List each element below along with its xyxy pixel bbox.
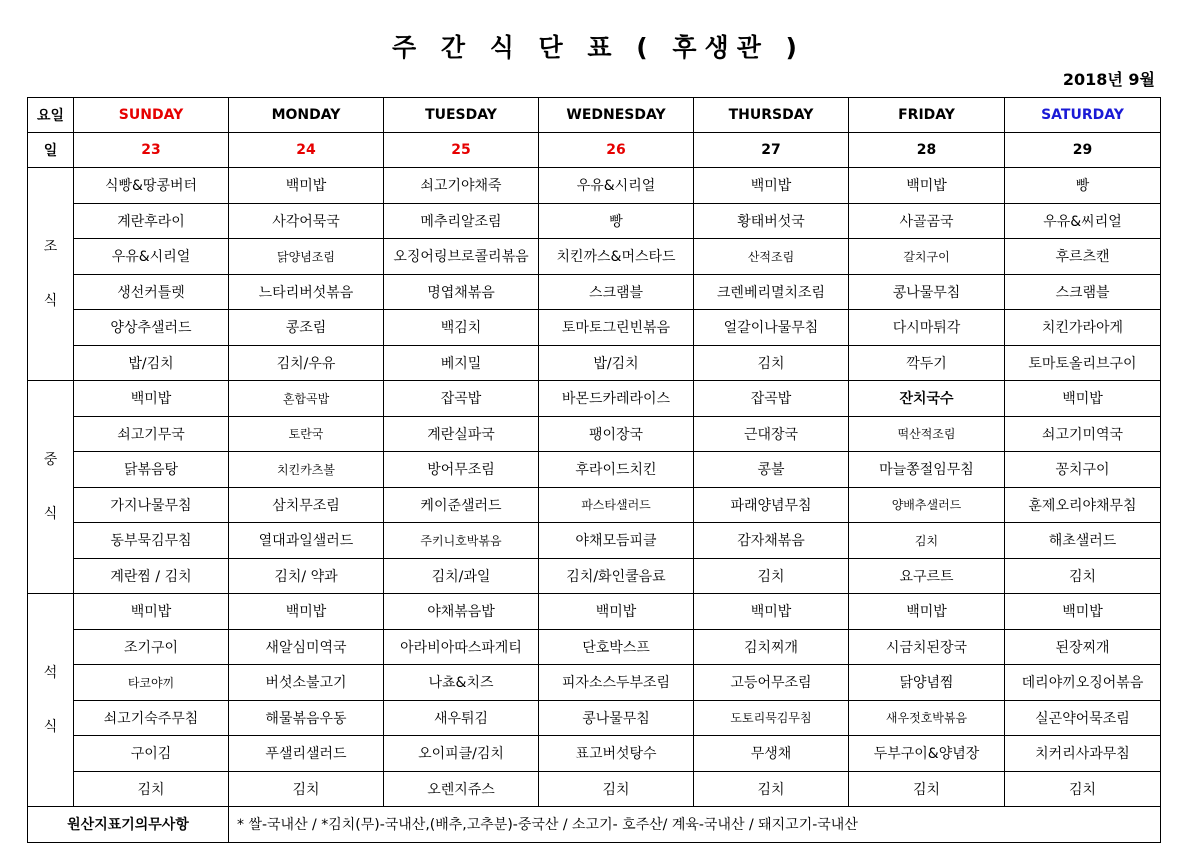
meal-label-char: 중 xyxy=(43,452,58,468)
date-cell: 25 xyxy=(384,133,539,168)
meal-label-char: 식 xyxy=(43,506,58,522)
menu-item: 계란후라이 xyxy=(74,203,229,239)
menu-item: 오이피클/김치 xyxy=(384,736,539,772)
menu-item: 팽이장국 xyxy=(539,416,694,452)
date-label: 일 xyxy=(28,133,74,168)
menu-row xyxy=(28,629,1161,665)
menu-item: 우유&씨리얼 xyxy=(1005,203,1161,239)
meal-label-char: 식 xyxy=(43,719,58,735)
meal-label-char: 조 xyxy=(43,239,58,255)
menu-item: 닭양념조림 xyxy=(229,239,384,275)
menu-item: 베지밀 xyxy=(384,345,539,381)
menu-item: 토마토올리브구이 xyxy=(1005,345,1161,381)
menu-item: 콩나물무침 xyxy=(849,274,1005,310)
page-title: 주 간 식 단 표 ( 후생관 ) xyxy=(392,33,805,62)
menu-item: 백김치 xyxy=(384,310,539,346)
weekday-header: MONDAY xyxy=(229,98,384,133)
menu-row xyxy=(28,274,1161,310)
menu-item: 실곤약어묵조림 xyxy=(1005,700,1161,736)
menu-row xyxy=(28,416,1161,452)
menu-item: 잡곡밥 xyxy=(694,381,849,417)
menu-item: 김치 xyxy=(539,771,694,807)
menu-period: 2018년 9월 xyxy=(1062,70,1155,89)
menu-item: 백미밥 xyxy=(539,594,694,630)
weekday-header: SATURDAY xyxy=(1005,98,1161,133)
menu-item: 얼갈이나물무침 xyxy=(694,310,849,346)
menu-item: 오렌지쥬스 xyxy=(384,771,539,807)
menu-item: 된장찌개 xyxy=(1005,629,1161,665)
weekday-label: 요일 xyxy=(28,98,74,133)
menu-row xyxy=(28,168,1161,204)
menu-item: 김치 xyxy=(849,771,1005,807)
menu-item: 무생채 xyxy=(694,736,849,772)
menu-item: 방어무조림 xyxy=(384,452,539,488)
menu-item: 버섯소불고기 xyxy=(229,665,384,701)
menu-row xyxy=(28,239,1161,275)
menu-item: 백미밥 xyxy=(694,168,849,204)
menu-item: 김치 xyxy=(849,523,1005,559)
menu-item: 식빵&땅콩버터 xyxy=(74,168,229,204)
menu-item: 토마토그린빈볶음 xyxy=(539,310,694,346)
menu-item: 마늘쫑절임무침 xyxy=(849,452,1005,488)
menu-item: 새우젓호박볶음 xyxy=(849,700,1005,736)
menu-item: 치킨까스&머스타드 xyxy=(539,239,694,275)
menu-item: 백미밥 xyxy=(74,381,229,417)
menu-row xyxy=(28,381,1161,417)
menu-item: 야채볶음밥 xyxy=(384,594,539,630)
meal-label xyxy=(28,168,74,381)
menu-item: 해초샐러드 xyxy=(1005,523,1161,559)
menu-item: 크렌베리멸치조림 xyxy=(694,274,849,310)
menu-item: 닭볶음탕 xyxy=(74,452,229,488)
date-cell: 27 xyxy=(694,133,849,168)
menu-item: 파래양념무침 xyxy=(694,487,849,523)
weekday-header: FRIDAY xyxy=(849,98,1005,133)
menu-item: 요구르트 xyxy=(849,558,1005,594)
origin-label: 원산지표기의무사항 xyxy=(28,807,229,843)
menu-item: 산적조림 xyxy=(694,239,849,275)
menu-item: 열대과일샐러드 xyxy=(229,523,384,559)
menu-item: 다시마튀각 xyxy=(849,310,1005,346)
menu-item: 바몬드카레라이스 xyxy=(539,381,694,417)
meal-label xyxy=(28,594,74,807)
menu-item: 두부구이&양념장 xyxy=(849,736,1005,772)
menu-item: 야채모듬피클 xyxy=(539,523,694,559)
menu-item: 갈치구이 xyxy=(849,239,1005,275)
date-cell: 28 xyxy=(849,133,1005,168)
menu-row xyxy=(28,594,1161,630)
menu-item: 빵 xyxy=(539,203,694,239)
menu-item: 푸샐리샐러드 xyxy=(229,736,384,772)
menu-item: 새알심미역국 xyxy=(229,629,384,665)
menu-item: 해물볶음우동 xyxy=(229,700,384,736)
menu-item: 후르츠캔 xyxy=(1005,239,1161,275)
menu-item: 김치 xyxy=(74,771,229,807)
menu-item: 김치 xyxy=(694,771,849,807)
header-row xyxy=(28,98,1161,133)
menu-item: 주키니호박볶음 xyxy=(384,523,539,559)
menu-item: 구이김 xyxy=(74,736,229,772)
menu-item: 치킨가라아게 xyxy=(1005,310,1161,346)
date-cell: 23 xyxy=(74,133,229,168)
date-cell: 29 xyxy=(1005,133,1161,168)
menu-item: 황태버섯국 xyxy=(694,203,849,239)
menu-item: 토란국 xyxy=(229,416,384,452)
menu-item: 김치/우유 xyxy=(229,345,384,381)
menu-item: 쇠고기미역국 xyxy=(1005,416,1161,452)
menu-item: 가지나물무침 xyxy=(74,487,229,523)
menu-item: 계란실파국 xyxy=(384,416,539,452)
menu-item: 후라이드치킨 xyxy=(539,452,694,488)
menu-item: 시금치된장국 xyxy=(849,629,1005,665)
menu-item: 쇠고기숙주무침 xyxy=(74,700,229,736)
menu-item: 백미밥 xyxy=(229,168,384,204)
menu-row xyxy=(28,345,1161,381)
menu-item: 타코야끼 xyxy=(74,665,229,701)
menu-row xyxy=(28,523,1161,559)
menu-item: 명엽채볶음 xyxy=(384,274,539,310)
menu-item: 파스타샐러드 xyxy=(539,487,694,523)
weekday-header: TUESDAY xyxy=(384,98,539,133)
meal-label-char: 식 xyxy=(43,293,58,309)
date-cell: 24 xyxy=(229,133,384,168)
menu-item: 양상추샐러드 xyxy=(74,310,229,346)
menu-item: 꽁치구이 xyxy=(1005,452,1161,488)
weekday-header: SUNDAY xyxy=(74,98,229,133)
menu-item: 깍두기 xyxy=(849,345,1005,381)
menu-item: 콩나물무침 xyxy=(539,700,694,736)
menu-row xyxy=(28,700,1161,736)
menu-item: 생선커틀렛 xyxy=(74,274,229,310)
menu-item: 메추리알조림 xyxy=(384,203,539,239)
meal-label xyxy=(28,381,74,594)
menu-row xyxy=(28,771,1161,807)
menu-item: 잡곡밥 xyxy=(384,381,539,417)
date-cell: 26 xyxy=(539,133,694,168)
menu-item: 표고버섯탕수 xyxy=(539,736,694,772)
menu-item: 백미밥 xyxy=(694,594,849,630)
menu-item: 백미밥 xyxy=(1005,594,1161,630)
menu-item: 잔치국수 xyxy=(849,381,1005,417)
menu-item: 김치찌개 xyxy=(694,629,849,665)
footer-row xyxy=(28,807,1161,843)
menu-item: 치커리사과무침 xyxy=(1005,736,1161,772)
menu-item: 스크램블 xyxy=(539,274,694,310)
menu-item: 김치/화인쿨음료 xyxy=(539,558,694,594)
menu-item: 닭양념찜 xyxy=(849,665,1005,701)
menu-item: 고등어무조림 xyxy=(694,665,849,701)
menu-item: 백미밥 xyxy=(74,594,229,630)
menu-item: 데리야끼오징어볶음 xyxy=(1005,665,1161,701)
menu-item: 김치 xyxy=(694,558,849,594)
menu-item: 김치/과일 xyxy=(384,558,539,594)
menu-row xyxy=(28,310,1161,346)
menu-row xyxy=(28,665,1161,701)
menu-row xyxy=(28,452,1161,488)
menu-item: 김치 xyxy=(229,771,384,807)
menu-item: 사골곰국 xyxy=(849,203,1005,239)
menu-item: 오징어링브로콜리볶음 xyxy=(384,239,539,275)
menu-item: 근대장국 xyxy=(694,416,849,452)
menu-item: 나쵸&치즈 xyxy=(384,665,539,701)
menu-item: 밥/김치 xyxy=(539,345,694,381)
weekday-header: THURSDAY xyxy=(694,98,849,133)
menu-row xyxy=(28,487,1161,523)
menu-item: 케이준샐러드 xyxy=(384,487,539,523)
menu-item: 백미밥 xyxy=(849,594,1005,630)
menu-item: 계란찜 / 김치 xyxy=(74,558,229,594)
menu-row xyxy=(28,558,1161,594)
menu-item: 김치 xyxy=(1005,771,1161,807)
menu-item: 조기구이 xyxy=(74,629,229,665)
meal-label-char: 석 xyxy=(43,665,58,681)
menu-item: 쇠고기야채죽 xyxy=(384,168,539,204)
menu-item: 도토리묵김무침 xyxy=(694,700,849,736)
menu-item: 우유&시리얼 xyxy=(74,239,229,275)
menu-item: 밥/김치 xyxy=(74,345,229,381)
menu-item: 훈제오리야채무침 xyxy=(1005,487,1161,523)
menu-item: 사각어묵국 xyxy=(229,203,384,239)
origin-note: * 쌀-국내산 / *김치(무)-국내산,(배추,고추분)-중국산 / 소고기- 호주산/ 계육-국내산 / 돼지고기-국내산 xyxy=(229,807,1161,843)
menu-item: 아라비아따스파게티 xyxy=(384,629,539,665)
menu-item: 느타리버섯볶음 xyxy=(229,274,384,310)
menu-row xyxy=(28,203,1161,239)
menu-item: 빵 xyxy=(1005,168,1161,204)
menu-item: 치킨카츠볼 xyxy=(229,452,384,488)
menu-item: 백미밥 xyxy=(1005,381,1161,417)
menu-item: 쇠고기무국 xyxy=(74,416,229,452)
menu-item: 혼합곡밥 xyxy=(229,381,384,417)
menu-item: 단호박스프 xyxy=(539,629,694,665)
menu-item: 삼치무조림 xyxy=(229,487,384,523)
menu-item: 김치/ 약과 xyxy=(229,558,384,594)
weekly-menu-table xyxy=(27,97,1161,843)
menu-item: 김치 xyxy=(1005,558,1161,594)
menu-item: 동부묵김무침 xyxy=(74,523,229,559)
weekday-header: WEDNESDAY xyxy=(539,98,694,133)
menu-row xyxy=(28,736,1161,772)
menu-item: 떡산적조림 xyxy=(849,416,1005,452)
menu-item: 백미밥 xyxy=(849,168,1005,204)
menu-item: 콩조림 xyxy=(229,310,384,346)
menu-item: 김치 xyxy=(694,345,849,381)
menu-item: 콩불 xyxy=(694,452,849,488)
menu-item: 피자소스두부조림 xyxy=(539,665,694,701)
menu-item: 우유&시리얼 xyxy=(539,168,694,204)
menu-item: 새우튀김 xyxy=(384,700,539,736)
menu-item: 양배추샐러드 xyxy=(849,487,1005,523)
date-row xyxy=(28,133,1161,168)
menu-item: 스크램블 xyxy=(1005,274,1161,310)
menu-item: 감자채볶음 xyxy=(694,523,849,559)
menu-item: 백미밥 xyxy=(229,594,384,630)
